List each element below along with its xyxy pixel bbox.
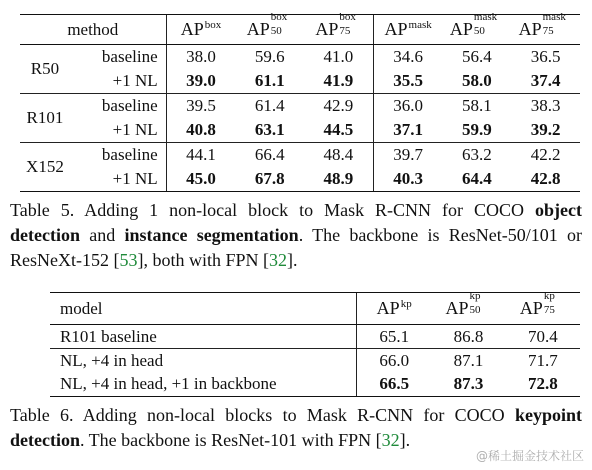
ap-base: AP: [519, 297, 543, 318]
ap-sup: box: [270, 10, 288, 23]
ap-sub: 50: [469, 303, 481, 316]
caption-text: . The backbone is ResNet-50/101 or ResNeXt-152 [: [10, 225, 582, 270]
ap-sup: box: [204, 18, 222, 31]
table-5-caption: [10, 198, 582, 273]
value-cell: 44.1: [166, 143, 235, 168]
ap-base: AP: [445, 297, 469, 318]
value-cell: 38.3: [511, 94, 580, 119]
method-cell: baseline: [101, 47, 158, 66]
ap-sup: mask: [542, 10, 566, 23]
value-cell-bold: 72.8: [506, 373, 580, 397]
value-cell-bold: 42.8: [511, 167, 580, 192]
value-cell-bold: 41.9: [323, 71, 354, 90]
value-cell-bold: 35.5: [373, 69, 442, 94]
value-cell-bold: 44.5: [323, 120, 354, 139]
method-cell: +1 NL: [70, 167, 166, 192]
value-cell: 58.1: [443, 94, 512, 119]
value-cell: 39.5: [166, 94, 235, 119]
value-cell: 71.7: [506, 349, 580, 373]
value-cell: 36.5: [530, 47, 561, 66]
value-cell-bold: 37.4: [530, 71, 561, 90]
ap-base: AP: [246, 18, 270, 39]
caption-bold: instance segmentation: [124, 225, 299, 245]
header-model: model: [50, 293, 357, 325]
value-cell-bold: 48.9: [304, 167, 373, 192]
table-row: [20, 45, 580, 70]
ap-sub: 75: [542, 24, 554, 37]
backbone-cell: X152: [20, 143, 70, 192]
value-cell-bold: 39.2: [530, 120, 561, 139]
ap-base: AP: [376, 297, 400, 318]
value-cell: 70.4: [527, 326, 558, 346]
model-cell: NL, +4 in head: [50, 349, 357, 373]
value-cell: 61.4: [235, 94, 304, 119]
value-cell: 65.1: [357, 325, 432, 349]
method-cell: +1 NL: [112, 120, 158, 139]
header-ap-mask: [373, 15, 442, 45]
header-ap-box: [166, 15, 235, 45]
ap-sub: 50: [270, 24, 282, 37]
ap-sup: kp: [469, 289, 481, 302]
value-cell: 48.4: [304, 143, 373, 168]
value-cell-bold: 61.1: [254, 71, 285, 90]
caption-text: . The backbone is ResNet-101 with FPN [: [79, 430, 382, 450]
caption-bold: object detection: [10, 200, 582, 245]
caption-text: Table 6. Adding non-local blocks to Mask R-CNN for COCO: [10, 405, 515, 425]
header-ap-box50: [235, 10, 304, 45]
value-cell-bold: 40.3: [373, 167, 442, 192]
backbone-cell: R50: [30, 59, 60, 78]
value-cell: 66.4: [235, 143, 304, 168]
value-cell-bold: 87.3: [431, 373, 505, 397]
caption-text: Table 5. Adding 1 non-local block to Mask R-CNN for COCO: [10, 200, 536, 220]
ap-base: AP: [449, 18, 473, 39]
ap-sub: 75: [543, 303, 555, 316]
citation-link[interactable]: 53: [119, 250, 138, 270]
table-row: [50, 325, 580, 349]
ap-sub: 50: [473, 24, 485, 37]
citation-link[interactable]: 32: [381, 430, 400, 450]
method-cell: baseline: [70, 94, 166, 119]
value-cell: 63.2: [443, 143, 512, 168]
table-row: [20, 69, 580, 94]
value-cell: 42.9: [304, 94, 373, 119]
ap-sup: kp: [543, 289, 555, 302]
value-cell-bold: 58.0: [462, 71, 492, 90]
table-5-header-row: [20, 15, 580, 45]
method-cell: baseline: [70, 143, 166, 168]
caption-text: ], both with FPN [: [137, 250, 269, 270]
model-cell: NL, +4 in head, +1 in backbone: [50, 373, 357, 397]
value-cell: 87.1: [431, 349, 505, 373]
value-cell-bold: 67.8: [235, 167, 304, 192]
watermark: @稀土掘金技术社区: [475, 449, 584, 463]
value-cell-bold: 64.4: [443, 167, 512, 192]
caption-text: ].: [287, 250, 298, 270]
table-row: [50, 349, 580, 373]
table-row: [20, 167, 580, 192]
caption-text: ].: [399, 430, 411, 450]
value-cell-bold: 37.1: [373, 118, 442, 143]
ap-sub: 75: [339, 24, 351, 37]
value-cell: 41.0: [323, 47, 354, 66]
backbone-cell: R101: [20, 94, 70, 143]
header-ap-box75: [304, 10, 373, 45]
table-6-caption: [10, 403, 582, 453]
ap-sup: kp: [400, 297, 412, 310]
value-cell: 42.2: [511, 143, 580, 168]
table-row: [50, 373, 580, 397]
header-ap-mask50: [443, 10, 512, 45]
table-5: [20, 10, 580, 192]
value-cell-bold: 39.0: [166, 69, 235, 94]
table-6-header-row: [50, 293, 580, 325]
header-ap-kp50: [431, 289, 505, 325]
table-row: [20, 94, 580, 119]
value-cell-bold: 59.9: [462, 120, 492, 139]
value-cell-bold: 45.0: [166, 167, 235, 192]
model-cell: R101 baseline: [60, 326, 157, 346]
value-cell: 36.0: [373, 94, 442, 119]
ap-sup: mask: [408, 18, 432, 31]
value-cell: 59.6: [254, 47, 285, 66]
caption-bold: keypoint detection: [10, 405, 582, 450]
ap-base: AP: [518, 18, 542, 39]
ap-sup: mask: [473, 10, 498, 23]
value-cell: 66.0: [357, 349, 432, 373]
header-method: method: [20, 15, 166, 45]
table-row: [20, 143, 580, 168]
header-ap-kp: [357, 293, 432, 325]
value-cell: 38.0: [166, 45, 235, 70]
value-cell: 56.4: [462, 47, 492, 66]
table-6: [50, 289, 580, 397]
header-ap-kp75: [506, 289, 580, 325]
ap-base: AP: [315, 18, 339, 39]
table-row: [20, 118, 580, 143]
header-ap-mask75: [511, 10, 580, 45]
ap-base: AP: [384, 18, 408, 39]
caption-text: and: [79, 225, 125, 245]
value-cell: 34.6: [373, 45, 442, 70]
value-cell: 86.8: [453, 326, 484, 346]
value-cell: 39.7: [373, 143, 442, 168]
ap-base: AP: [180, 18, 204, 39]
value-cell-bold: 63.1: [254, 120, 285, 139]
value-cell-bold: 66.5: [357, 373, 432, 397]
ap-sup: box: [339, 10, 356, 23]
citation-link[interactable]: 32: [269, 250, 287, 270]
method-cell: +1 NL: [112, 71, 158, 90]
value-cell-bold: 40.8: [166, 118, 235, 143]
